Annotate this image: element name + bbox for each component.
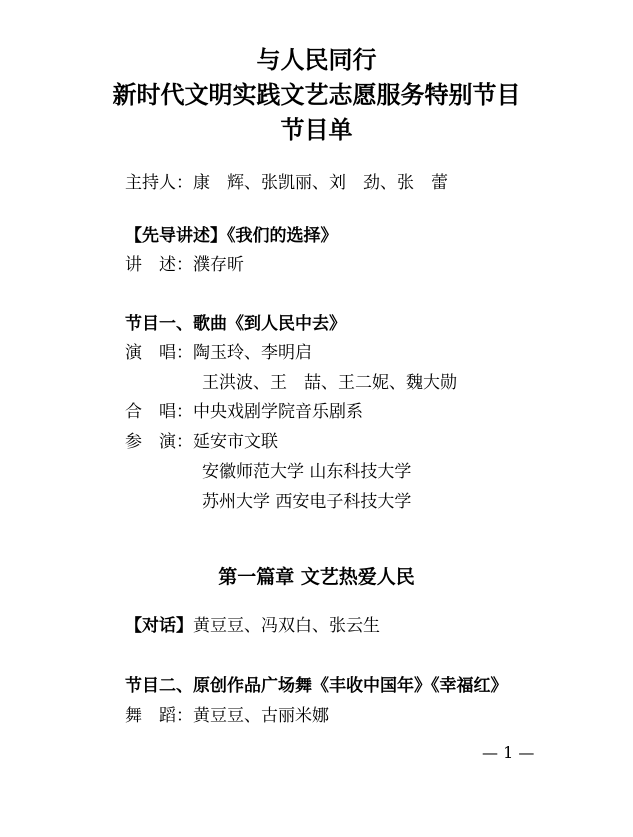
program1-participants: 参 演：延安市文联 (125, 432, 278, 452)
program1-singers-cont: 王洪波、王 喆、王二妮、魏大勋 (202, 373, 457, 393)
hosts-line: 主持人：康 辉、张凯丽、刘 劲、张 蕾 (125, 173, 448, 193)
chapter1-heading: 第一篇章 文艺热爱人民 (218, 566, 415, 588)
dialogue-label: 【对话】 (125, 616, 193, 636)
dialogue-names: 黄豆豆、冯双白、张云生 (193, 616, 380, 636)
program1-singers: 演 唱：陶玉玲、李明启 (125, 343, 312, 363)
lead-narrator: 讲 述：濮存昕 (125, 255, 244, 275)
dialogue-line (125, 615, 380, 637)
program1-chorus: 合 唱：中央戏剧学院音乐剧系 (125, 402, 363, 422)
program2-title: 节目二、原创作品广场舞《丰收中国年》《幸福红》 (125, 676, 508, 696)
document-heading: 节目单 (280, 116, 353, 144)
program2-dancers: 舞 蹈：黄豆豆、古丽米娜 (125, 706, 329, 726)
page-number: — 1 — (482, 743, 535, 762)
document-title: 与人民同行 (256, 46, 377, 74)
program1-participants-cont-1: 安徽师范大学 山东科技大学 (202, 462, 412, 482)
program1-participants-cont-2: 苏州大学 西安电子科技大学 (202, 492, 412, 512)
document-subtitle: 新时代文明实践文艺志愿服务特别节目 (112, 81, 521, 109)
program1-title: 节目一、歌曲《到人民中去》 (125, 314, 346, 334)
lead-title: 【先导讲述】《我们的选择》 (125, 226, 338, 246)
